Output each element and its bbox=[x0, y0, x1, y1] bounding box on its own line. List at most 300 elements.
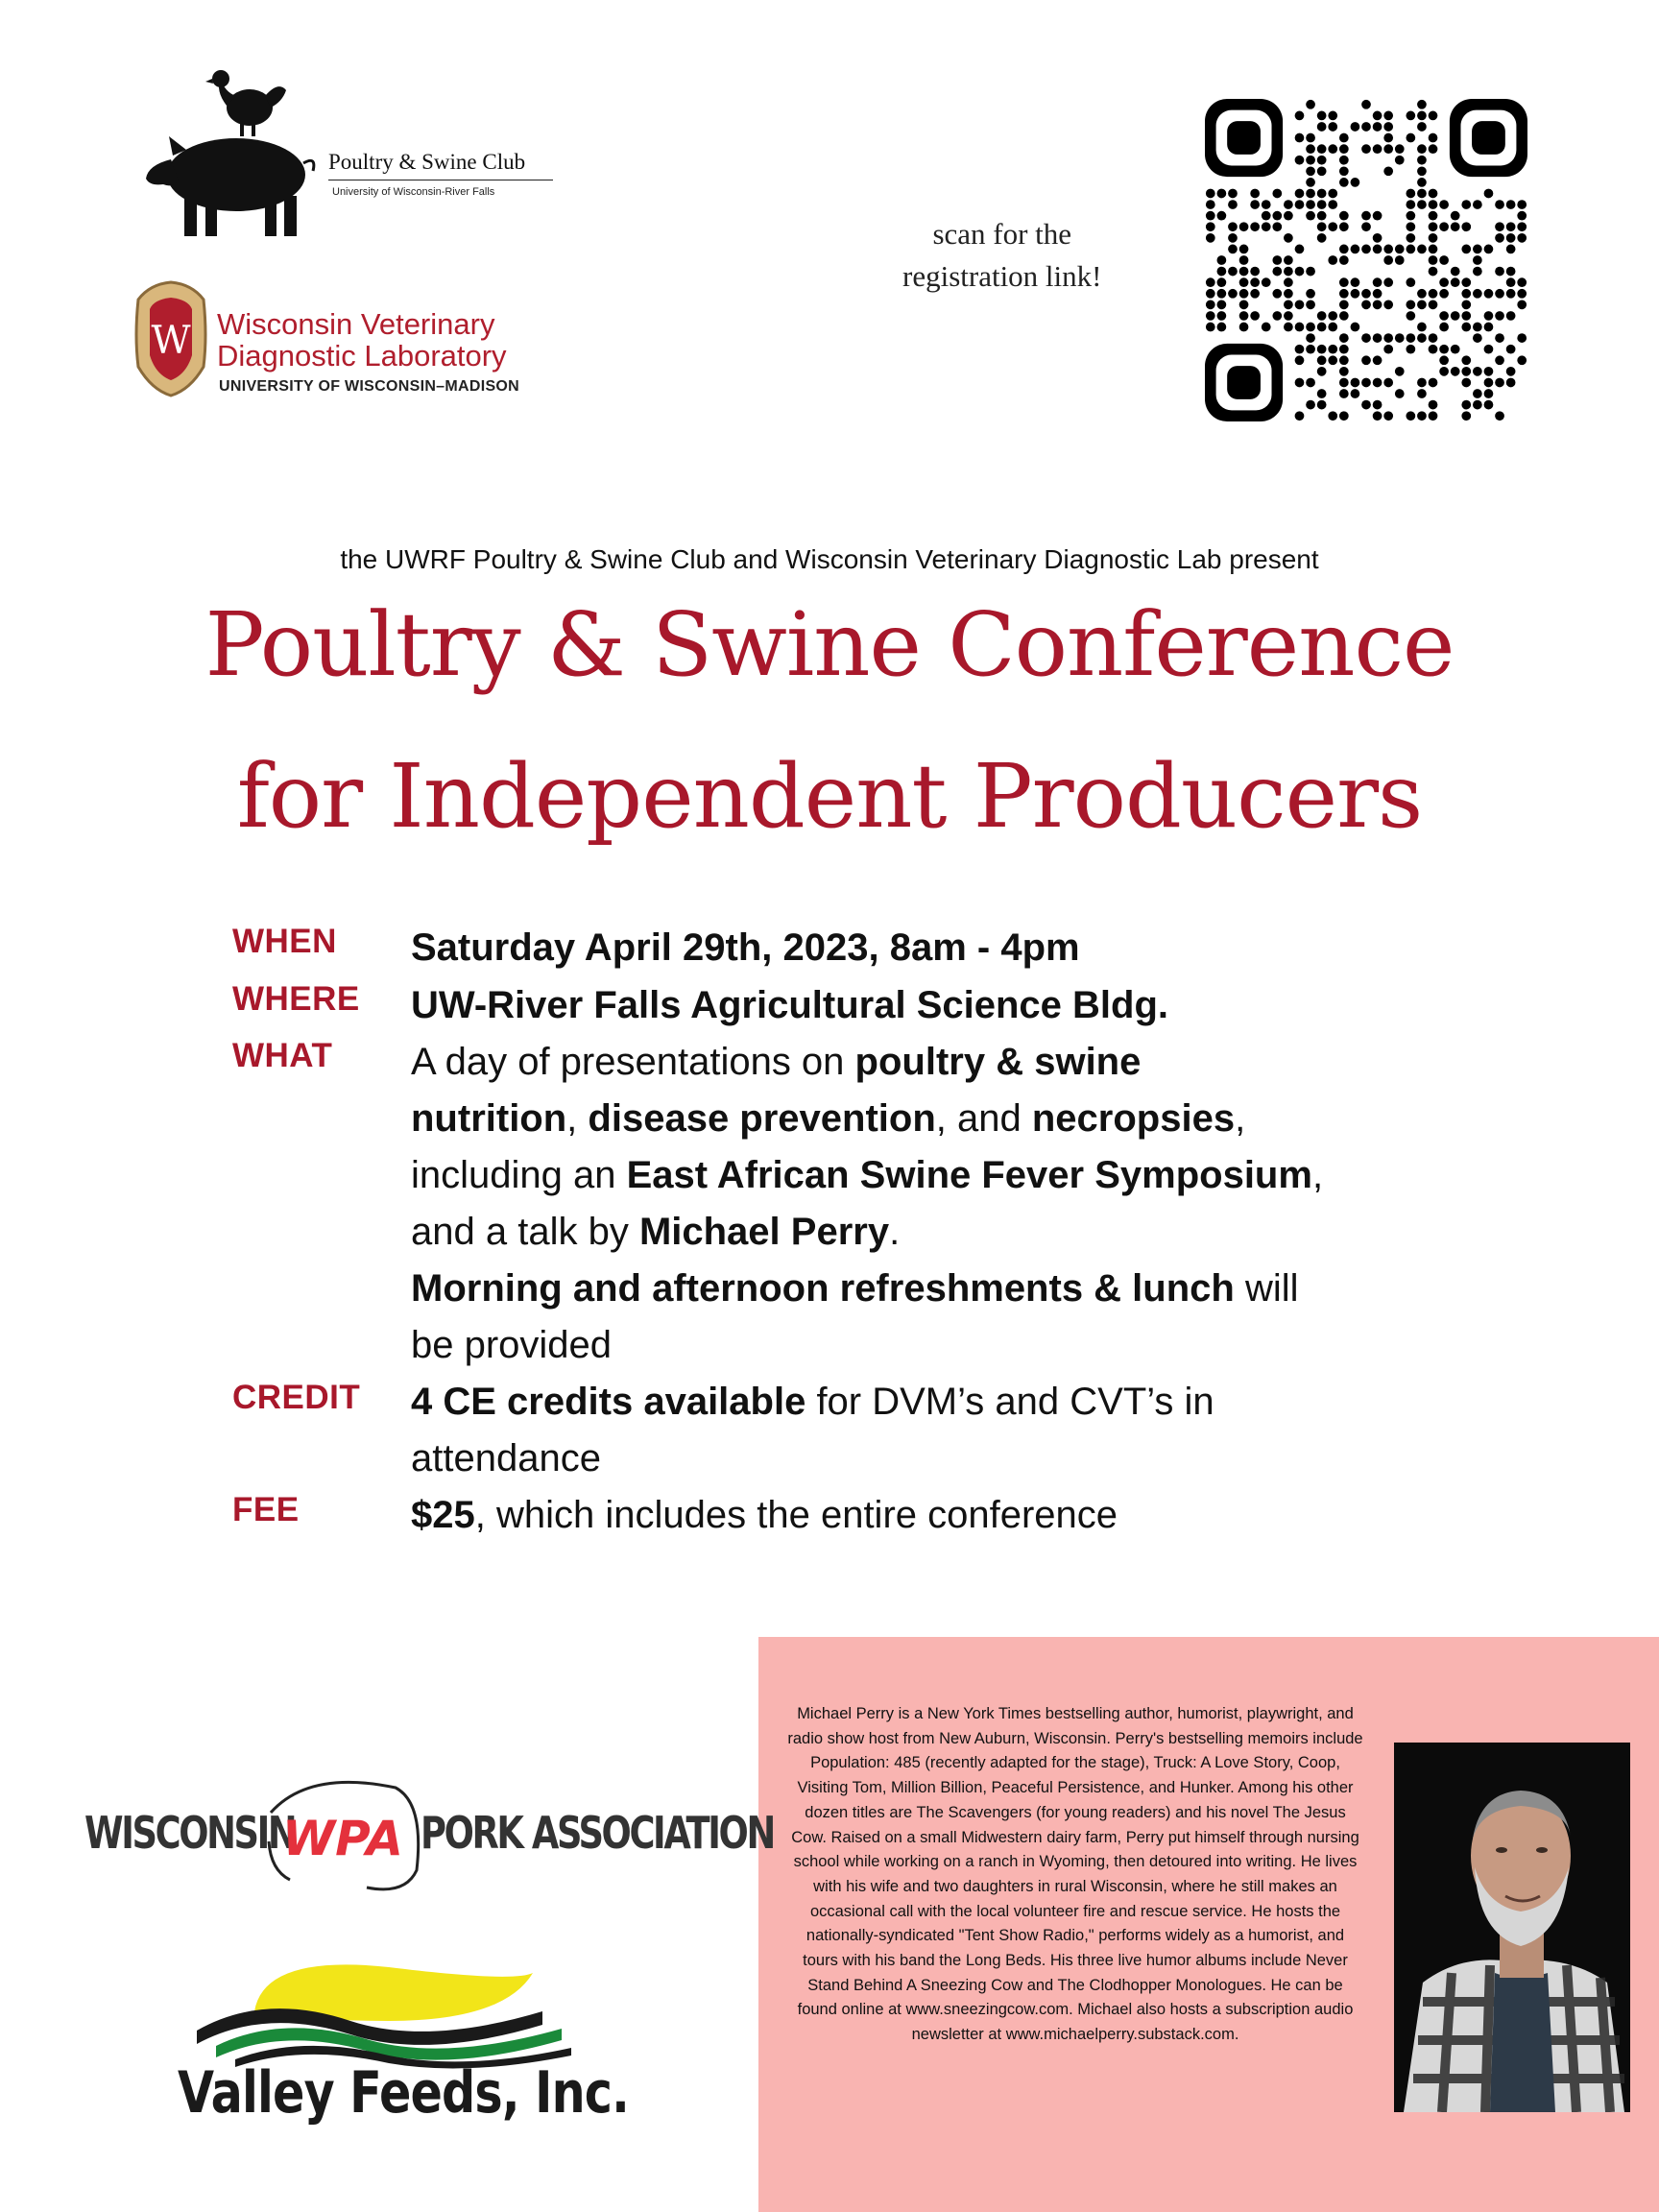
qr-module bbox=[1395, 367, 1405, 376]
what-line4: and a talk by Michael Perry. bbox=[411, 1211, 901, 1253]
qr-module bbox=[1317, 323, 1327, 332]
qr-module bbox=[1339, 133, 1349, 143]
wpa-right-text: PORK ASSOCIATION bbox=[421, 1807, 774, 1859]
qr-module bbox=[1361, 300, 1371, 309]
qr-module bbox=[1429, 245, 1438, 254]
qr-module bbox=[1484, 367, 1494, 376]
speaker-photo bbox=[1394, 1743, 1630, 2112]
qr-module bbox=[1317, 233, 1327, 243]
qr-module bbox=[1373, 144, 1382, 154]
qr-module bbox=[1217, 311, 1227, 321]
qr-module bbox=[1295, 323, 1305, 332]
qr-module bbox=[1339, 300, 1349, 309]
qr-module bbox=[1361, 222, 1371, 231]
scan-line2: registration link! bbox=[902, 259, 1102, 293]
credit-label: CREDIT bbox=[232, 1379, 361, 1416]
qr-module bbox=[1295, 133, 1305, 143]
qr-module bbox=[1517, 233, 1527, 243]
qr-module bbox=[1495, 333, 1504, 343]
qr-module bbox=[1250, 267, 1260, 276]
qr-module bbox=[1383, 277, 1393, 287]
qr-module bbox=[1295, 156, 1305, 165]
qr-module bbox=[1317, 189, 1327, 199]
qr-module bbox=[1228, 289, 1238, 299]
qr-module bbox=[1306, 100, 1315, 109]
qr-module bbox=[1484, 245, 1494, 254]
qr-module bbox=[1328, 189, 1337, 199]
qr-module bbox=[1383, 133, 1393, 143]
qr-module bbox=[1506, 267, 1516, 276]
valley-feeds-name: Valley Feeds, Inc. bbox=[178, 2059, 629, 2127]
qr-module bbox=[1351, 245, 1360, 254]
qr-module bbox=[1517, 300, 1527, 309]
qr-module bbox=[1461, 411, 1471, 421]
qr-module bbox=[1339, 166, 1349, 176]
qr-module bbox=[1461, 289, 1471, 299]
qr-module bbox=[1284, 311, 1293, 321]
qr-module bbox=[1339, 144, 1349, 154]
qr-module bbox=[1383, 300, 1393, 309]
qr-module bbox=[1517, 211, 1527, 221]
qr-module bbox=[1451, 311, 1460, 321]
qr-module bbox=[1373, 300, 1382, 309]
presenters-line: the UWRF Poultry & Swine Club and Wisconsin Veterinary Diagnostic Lab present bbox=[340, 544, 1319, 574]
qr-module bbox=[1506, 367, 1516, 376]
qr-module bbox=[1239, 300, 1249, 309]
qr-module bbox=[1517, 277, 1527, 287]
qr-module bbox=[1383, 333, 1393, 343]
qr-module bbox=[1484, 311, 1494, 321]
qr-module bbox=[1206, 189, 1215, 199]
qr-module bbox=[1361, 289, 1371, 299]
qr-module bbox=[1339, 289, 1349, 299]
qr-module bbox=[1306, 156, 1315, 165]
qr-module bbox=[1495, 289, 1504, 299]
qr-module bbox=[1429, 200, 1438, 209]
qr-module bbox=[1506, 311, 1516, 321]
qr-module bbox=[1439, 355, 1449, 365]
qr-module bbox=[1317, 200, 1327, 209]
credit-line1: 4 CE credits available for DVM’s and CVT’s in bbox=[411, 1381, 1214, 1423]
qr-module bbox=[1461, 277, 1471, 287]
chicken-on-pig-icon bbox=[144, 67, 326, 245]
speaker-bio-panel bbox=[758, 1637, 1659, 2212]
qr-module bbox=[1262, 323, 1271, 332]
qr-module bbox=[1206, 311, 1215, 321]
qr-module bbox=[1250, 200, 1260, 209]
qr-module bbox=[1250, 222, 1260, 231]
qr-module bbox=[1484, 289, 1494, 299]
qr-module bbox=[1517, 222, 1527, 231]
qr-module bbox=[1306, 189, 1315, 199]
qr-module bbox=[1495, 267, 1504, 276]
qr-module bbox=[1306, 289, 1315, 299]
qr-module bbox=[1383, 255, 1393, 265]
qr-module bbox=[1217, 267, 1227, 276]
qr-module bbox=[1328, 345, 1337, 354]
qr-module bbox=[1339, 211, 1349, 221]
qr-module bbox=[1461, 400, 1471, 410]
conference-title-line2: for Independent Producers bbox=[236, 745, 1423, 848]
qr-module bbox=[1295, 189, 1305, 199]
qr-module bbox=[1339, 355, 1349, 365]
qr-module bbox=[1373, 233, 1382, 243]
qr-module bbox=[1272, 267, 1282, 276]
qr-module bbox=[1284, 211, 1293, 221]
qr-module bbox=[1506, 277, 1516, 287]
qr-module bbox=[1406, 222, 1415, 231]
qr-module bbox=[1306, 178, 1315, 187]
qr-module bbox=[1406, 211, 1415, 221]
qr-module bbox=[1417, 323, 1427, 332]
qr-module bbox=[1339, 156, 1349, 165]
qr-module bbox=[1429, 133, 1438, 143]
qr-module bbox=[1473, 367, 1482, 376]
qr-module bbox=[1429, 411, 1438, 421]
qr-module bbox=[1406, 300, 1415, 309]
qr-module bbox=[1406, 233, 1415, 243]
qr-module bbox=[1317, 144, 1327, 154]
qr-module bbox=[1406, 345, 1415, 354]
qr-module bbox=[1295, 267, 1305, 276]
what-line6: be provided bbox=[411, 1324, 613, 1366]
qr-module bbox=[1429, 111, 1438, 121]
valley-hills-icon bbox=[178, 1954, 600, 2069]
qr-module bbox=[1395, 333, 1405, 343]
qr-module bbox=[1239, 222, 1249, 231]
qr-module bbox=[1383, 411, 1393, 421]
qr-module bbox=[1461, 200, 1471, 209]
qr-module bbox=[1406, 200, 1415, 209]
qr-module bbox=[1272, 311, 1282, 321]
qr-module bbox=[1317, 311, 1327, 321]
qr-module bbox=[1250, 277, 1260, 287]
qr-module bbox=[1361, 400, 1371, 410]
qr-module bbox=[1272, 189, 1282, 199]
qr-module bbox=[1262, 222, 1271, 231]
qr-module bbox=[1506, 345, 1516, 354]
qr-module bbox=[1417, 333, 1427, 343]
qr-module bbox=[1383, 122, 1393, 132]
qr-module bbox=[1473, 389, 1482, 398]
qr-module bbox=[1328, 111, 1337, 121]
qr-module bbox=[1306, 300, 1315, 309]
qr-module bbox=[1295, 345, 1305, 354]
qr-module bbox=[1328, 355, 1337, 365]
wpa-left-text: WISCONSIN bbox=[84, 1807, 296, 1859]
qr-module bbox=[1295, 378, 1305, 388]
qr-module bbox=[1284, 255, 1293, 265]
qr-module bbox=[1295, 411, 1305, 421]
qr-module bbox=[1417, 378, 1427, 388]
qr-module bbox=[1206, 200, 1215, 209]
qr-module bbox=[1417, 122, 1427, 132]
lab-university: UNIVERSITY OF WISCONSIN–MADISON bbox=[219, 378, 520, 395]
qr-module bbox=[1439, 311, 1449, 321]
qr-module bbox=[1417, 200, 1427, 209]
qr-module bbox=[1339, 378, 1349, 388]
qr-module bbox=[1262, 200, 1271, 209]
qr-module bbox=[1417, 100, 1427, 109]
qr-module bbox=[1306, 345, 1315, 354]
qr-module bbox=[1295, 245, 1305, 254]
qr-module bbox=[1406, 311, 1415, 321]
qr-module bbox=[1361, 355, 1371, 365]
qr-module bbox=[1439, 323, 1449, 332]
qr-module bbox=[1206, 300, 1215, 309]
qr-module bbox=[1373, 378, 1382, 388]
qr-module bbox=[1317, 211, 1327, 221]
qr-module bbox=[1351, 178, 1360, 187]
qr-module bbox=[1228, 233, 1238, 243]
wvdl-logo bbox=[132, 278, 584, 403]
qr-module bbox=[1473, 400, 1482, 410]
qr-module bbox=[1206, 233, 1215, 243]
qr-module bbox=[1451, 211, 1460, 221]
qr-module bbox=[1439, 277, 1449, 287]
qr-module bbox=[1506, 233, 1516, 243]
qr-module bbox=[1217, 189, 1227, 199]
qr-module bbox=[1473, 255, 1482, 265]
qr-module bbox=[1484, 189, 1494, 199]
qr-module bbox=[1429, 345, 1438, 354]
what-line3: including an East African Swine Fever Symposium, bbox=[411, 1154, 1324, 1196]
qr-module bbox=[1473, 289, 1482, 299]
lab-name-line2: Diagnostic Laboratory bbox=[217, 339, 507, 373]
qr-module bbox=[1395, 245, 1405, 254]
fee-value: $25, which includes the entire conference bbox=[411, 1494, 1118, 1536]
qr-module bbox=[1439, 200, 1449, 209]
qr-module bbox=[1383, 111, 1393, 121]
qr-module bbox=[1306, 211, 1315, 221]
qr-module bbox=[1517, 289, 1527, 299]
qr-module bbox=[1461, 323, 1471, 332]
qr-module bbox=[1262, 211, 1271, 221]
qr-module bbox=[1429, 222, 1438, 231]
qr-module bbox=[1262, 277, 1271, 287]
qr-module bbox=[1439, 222, 1449, 231]
qr-module bbox=[1406, 333, 1415, 343]
qr-module bbox=[1495, 233, 1504, 243]
when-label: WHEN bbox=[232, 923, 337, 960]
qr-module bbox=[1295, 200, 1305, 209]
qr-module bbox=[1484, 323, 1494, 332]
qr-module bbox=[1473, 267, 1482, 276]
qr-module bbox=[1417, 189, 1427, 199]
qr-module bbox=[1495, 222, 1504, 231]
qr-module bbox=[1506, 378, 1516, 388]
qr-module bbox=[1206, 277, 1215, 287]
qr-module bbox=[1351, 122, 1360, 132]
qr-module bbox=[1361, 122, 1371, 132]
qr-module bbox=[1328, 122, 1337, 132]
portrait-icon bbox=[1394, 1743, 1630, 2112]
qr-module bbox=[1328, 411, 1337, 421]
qr-module bbox=[1429, 233, 1438, 243]
qr-module bbox=[1317, 389, 1327, 398]
crest-letter: W bbox=[151, 319, 191, 363]
qr-module bbox=[1373, 355, 1382, 365]
qr-module bbox=[1217, 277, 1227, 287]
qr-module bbox=[1361, 378, 1371, 388]
qr-module bbox=[1295, 300, 1305, 309]
qr-module bbox=[1406, 411, 1415, 421]
qr-module bbox=[1317, 400, 1327, 410]
qr-module bbox=[1339, 255, 1349, 265]
qr-module bbox=[1417, 411, 1427, 421]
qr-module bbox=[1339, 222, 1349, 231]
qr-module bbox=[1439, 345, 1449, 354]
qr-module bbox=[1306, 378, 1315, 388]
qr-module bbox=[1495, 378, 1504, 388]
qr-finder-pattern bbox=[1450, 99, 1527, 177]
qr-module bbox=[1217, 211, 1227, 221]
qr-module bbox=[1228, 189, 1238, 199]
qr-module bbox=[1306, 133, 1315, 143]
qr-module bbox=[1284, 289, 1293, 299]
qr-module bbox=[1284, 323, 1293, 332]
qr-module bbox=[1339, 411, 1349, 421]
qr-module bbox=[1351, 389, 1360, 398]
qr-module bbox=[1239, 245, 1249, 254]
qr-module bbox=[1306, 400, 1315, 410]
qr-module bbox=[1395, 389, 1405, 398]
qr-module bbox=[1306, 267, 1315, 276]
qr-module bbox=[1473, 200, 1482, 209]
qr-module bbox=[1439, 255, 1449, 265]
qr-module bbox=[1339, 389, 1349, 398]
qr-module bbox=[1339, 345, 1349, 354]
conference-title-line1: Poultry & Swine Conference bbox=[204, 593, 1455, 696]
qr-module bbox=[1239, 267, 1249, 276]
club-name: Poultry & Swine Club bbox=[328, 150, 526, 174]
qr-module bbox=[1373, 289, 1382, 299]
qr-module bbox=[1339, 178, 1349, 187]
qr-module bbox=[1317, 222, 1327, 231]
qr-module bbox=[1417, 389, 1427, 398]
qr-module bbox=[1317, 122, 1327, 132]
qr-module bbox=[1506, 289, 1516, 299]
qr-module bbox=[1351, 378, 1360, 388]
qr-code-icon[interactable] bbox=[1205, 99, 1527, 421]
qr-module bbox=[1328, 255, 1337, 265]
qr-module bbox=[1451, 277, 1460, 287]
qr-module bbox=[1429, 289, 1438, 299]
qr-module bbox=[1317, 111, 1327, 121]
when-value: Saturday April 29th, 2023, 8am - 4pm bbox=[411, 926, 1080, 969]
qr-module bbox=[1228, 245, 1238, 254]
qr-module bbox=[1217, 300, 1227, 309]
wpa-letters: WPA bbox=[282, 1811, 403, 1866]
where-label: WHERE bbox=[232, 980, 360, 1018]
qr-module bbox=[1429, 400, 1438, 410]
qr-module bbox=[1239, 255, 1249, 265]
qr-module bbox=[1451, 345, 1460, 354]
qr-module bbox=[1495, 311, 1504, 321]
qr-module bbox=[1439, 367, 1449, 376]
qr-module bbox=[1439, 289, 1449, 299]
qr-module bbox=[1361, 100, 1371, 109]
what-line2: nutrition, disease prevention, and necropsies, bbox=[411, 1097, 1246, 1140]
qr-module bbox=[1317, 166, 1327, 176]
qr-module bbox=[1429, 300, 1438, 309]
qr-module bbox=[1295, 355, 1305, 365]
qr-module bbox=[1373, 122, 1382, 132]
qr-module bbox=[1373, 211, 1382, 221]
qr-module bbox=[1351, 323, 1360, 332]
qr-module bbox=[1417, 111, 1427, 121]
qr-module bbox=[1351, 277, 1360, 287]
what-label: WHAT bbox=[232, 1037, 333, 1074]
qr-module bbox=[1484, 345, 1494, 354]
qr-module bbox=[1383, 245, 1393, 254]
qr-module bbox=[1484, 389, 1494, 398]
qr-module bbox=[1451, 267, 1460, 276]
qr-module bbox=[1373, 277, 1382, 287]
qr-module bbox=[1239, 311, 1249, 321]
qr-module bbox=[1395, 144, 1405, 154]
qr-module bbox=[1361, 144, 1371, 154]
qr-module bbox=[1239, 277, 1249, 287]
qr-module bbox=[1383, 378, 1393, 388]
qr-module bbox=[1228, 200, 1238, 209]
qr-module bbox=[1284, 267, 1293, 276]
qr-module bbox=[1284, 277, 1293, 287]
valley-feeds-logo bbox=[178, 1954, 629, 2165]
qr-module bbox=[1361, 211, 1371, 221]
qr-module bbox=[1417, 166, 1427, 176]
qr-module bbox=[1495, 411, 1504, 421]
qr-module bbox=[1206, 222, 1215, 231]
qr-module bbox=[1429, 267, 1438, 276]
qr-module bbox=[1406, 111, 1415, 121]
qr-module bbox=[1417, 245, 1427, 254]
qr-module bbox=[1250, 311, 1260, 321]
qr-module bbox=[1217, 323, 1227, 332]
qr-module bbox=[1461, 300, 1471, 309]
qr-module bbox=[1461, 222, 1471, 231]
lab-name-line1: Wisconsin Veterinary bbox=[217, 307, 495, 341]
qr-module bbox=[1328, 323, 1337, 332]
qr-module bbox=[1373, 111, 1382, 121]
qr-module bbox=[1317, 355, 1327, 365]
qr-module bbox=[1206, 323, 1215, 332]
qr-module bbox=[1461, 378, 1471, 388]
qr-module bbox=[1429, 211, 1438, 221]
qr-module bbox=[1406, 245, 1415, 254]
qr-module bbox=[1417, 156, 1427, 165]
qr-module bbox=[1484, 378, 1494, 388]
qr-module bbox=[1451, 367, 1460, 376]
qr-module bbox=[1506, 222, 1516, 231]
qr-module bbox=[1206, 289, 1215, 299]
wisconsin-pork-association-logo bbox=[77, 1774, 774, 1899]
qr-module bbox=[1328, 200, 1337, 209]
scan-instruction bbox=[902, 213, 1101, 298]
qr-module bbox=[1284, 200, 1293, 209]
qr-module bbox=[1473, 245, 1482, 254]
qr-module bbox=[1461, 311, 1471, 321]
qr-module bbox=[1373, 333, 1382, 343]
qr-module bbox=[1272, 222, 1282, 231]
qr-module bbox=[1383, 166, 1393, 176]
qr-module bbox=[1417, 178, 1427, 187]
qr-module bbox=[1484, 400, 1494, 410]
speaker-bio-text: Michael Perry is a New York Times bestselling author, humorist, playwright, and radio show host from New Auburn, Wisconsin. Perry's bestselling memoirs include Population: 485 (recently adapted for the stage), Truck: A Love Story, Coop, Visiting Tom, Million Billion, Peaceful Persistence, and Hunker. Among his other dozen titles are The Scavengers (for young readers) and his novel The Jesus Cow. Raised on a small Midwestern dairy farm, Perry put himself through nursing school while working on a ranch in Wyoming, then detoured into writing. He lives with his wife and two daughters in rural Wisconsin, where he still makes an occasional call with the local volunteer fire and rescue service. He hosts the nationally-syndicated "Tent Show Radio," performs widely as a humorist, and tours with his band the Long Beds. His three live humor albums include Never Stand Behind A Sneezing Cow and The Clodhopper Monologues. He can be found online at www.sneezingcow.com. Michael also hosts a subscription audio newsletter at www.michaelperry.substack.com. bbox=[787, 1705, 1363, 2044]
qr-module bbox=[1429, 333, 1438, 343]
where-value: UW-River Falls Agricultural Science Bldg. bbox=[411, 984, 1169, 1026]
qr-module bbox=[1361, 333, 1371, 343]
